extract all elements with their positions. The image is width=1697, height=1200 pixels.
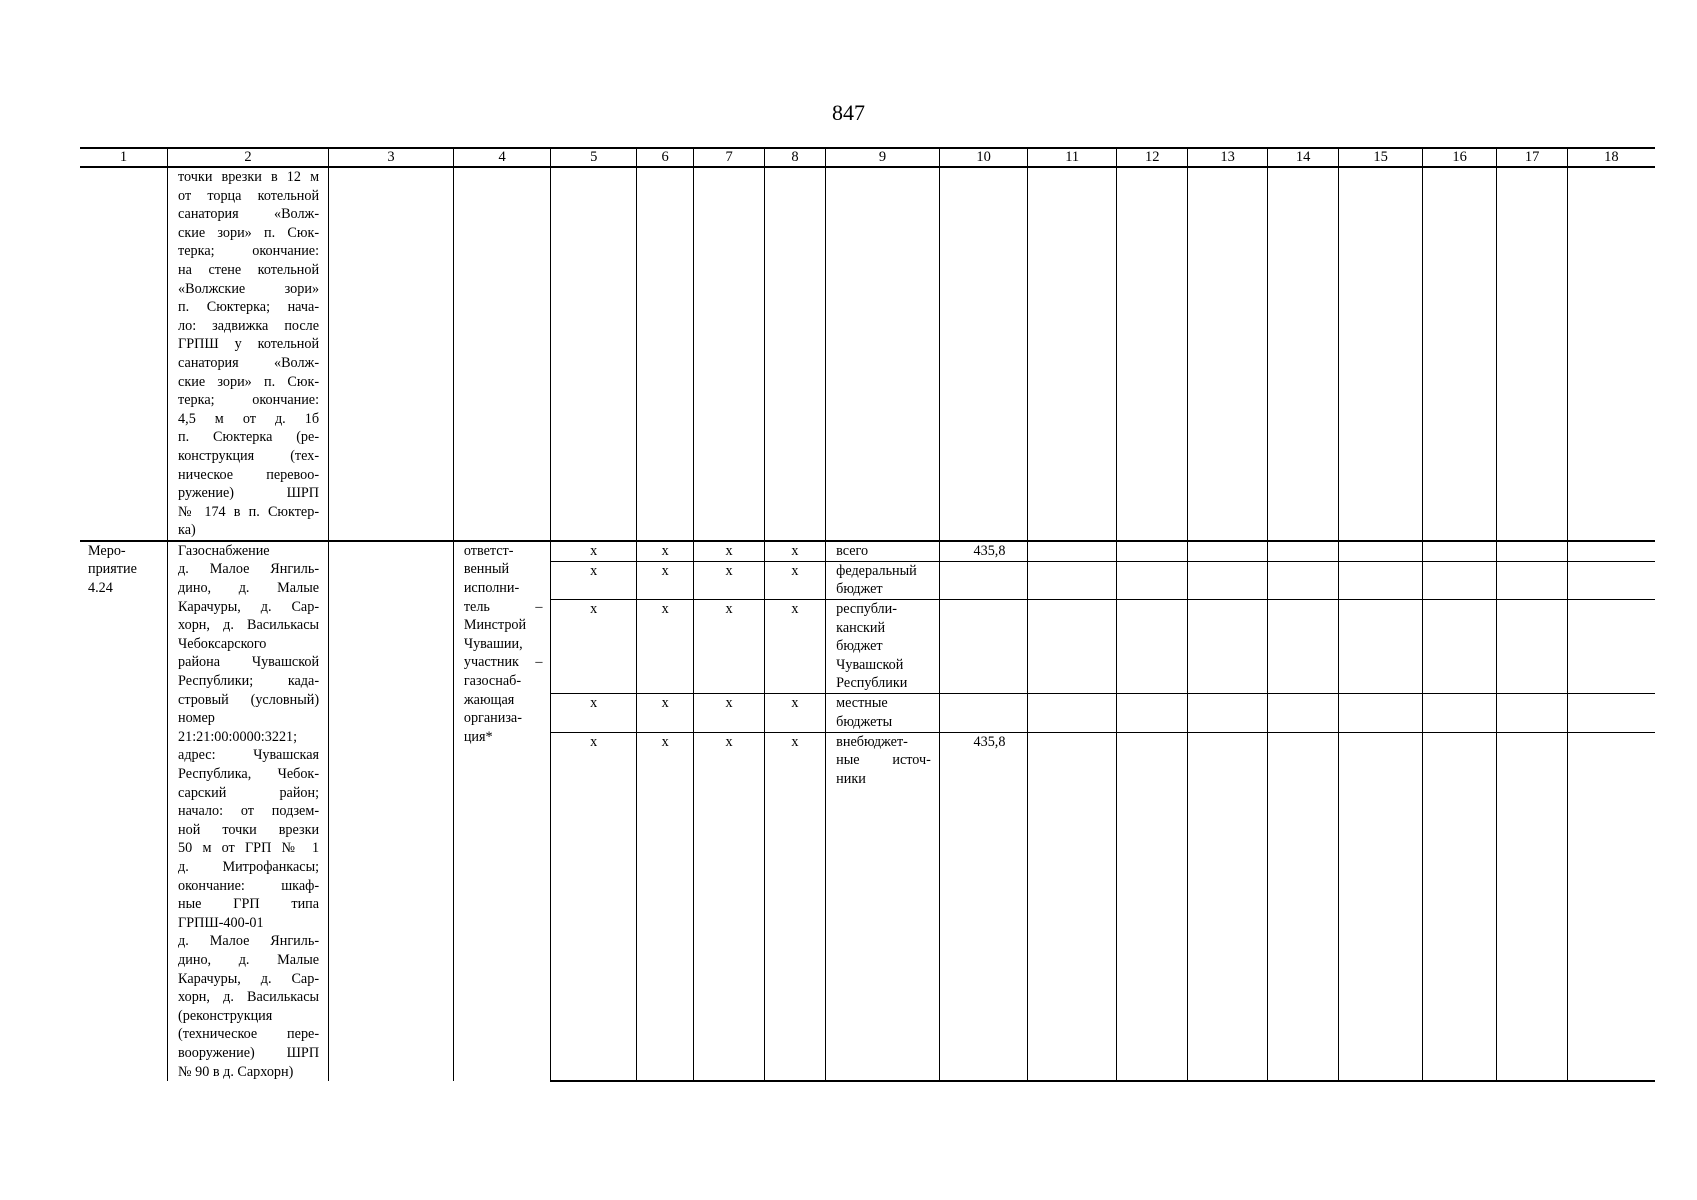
text-line: дино, д. Малые — [178, 580, 320, 597]
text-line: бюджет — [836, 638, 883, 655]
text-line: терка; окончание: — [178, 392, 320, 409]
text-line: от торца котельной — [178, 187, 320, 204]
text-line: хорн, д. Василькасы — [178, 989, 320, 1006]
text-line: санатория «Волж- — [178, 354, 320, 371]
text-line: ГРПШ у котельной — [178, 336, 320, 353]
text-line: точки врезки в 12 м — [178, 169, 320, 185]
cell — [329, 541, 454, 1081]
cell — [1116, 541, 1187, 561]
column-number-17: 17 — [1497, 148, 1567, 167]
text-line: венный — [463, 561, 510, 578]
column-number-12: 12 — [1116, 148, 1187, 167]
text-line: ГРПШ-400-01 — [178, 914, 264, 931]
code-cell: x — [694, 732, 764, 1081]
text-line: Карачуры, д. Сар- — [178, 970, 320, 987]
text-line: ские зори» п. Сюк- — [178, 224, 320, 241]
text-line: санатория «Волж- — [178, 206, 320, 223]
code-cell: x — [551, 561, 637, 599]
cell — [1267, 541, 1338, 561]
text-line: ружение) ШРП — [178, 485, 320, 502]
column-number-3: 3 — [329, 148, 454, 167]
code-cell: x — [636, 694, 693, 732]
text-line: 21:21:00:0000:3221; — [178, 728, 298, 745]
cell — [1497, 732, 1567, 1081]
text-line: тель – — [463, 598, 543, 615]
text-line: номер — [178, 710, 215, 727]
cell — [1267, 599, 1338, 693]
text-line: ция* — [463, 728, 493, 745]
text-line: на стене котельной — [178, 261, 320, 278]
text-line: всего — [836, 542, 869, 559]
cell — [1422, 541, 1496, 561]
measure-id — [80, 541, 168, 1081]
column-number-11: 11 — [1028, 148, 1117, 167]
cell — [1567, 732, 1655, 1081]
text-line: ответст- — [463, 542, 514, 559]
text-line: терка; окончание: — [178, 243, 320, 260]
continued-description — [168, 167, 329, 541]
text-line: Чувашии, — [463, 635, 523, 652]
code-cell: x — [551, 732, 637, 1081]
column-number-16: 16 — [1422, 148, 1496, 167]
code-cell: x — [636, 599, 693, 693]
code-cell: x — [694, 561, 764, 599]
text-line: ническое перевоо- — [178, 466, 320, 483]
code-cell: x — [764, 694, 825, 732]
text-line: № 174 в п. Сюктер- — [178, 503, 320, 520]
code-cell: x — [694, 694, 764, 732]
text-line: д. Митрофанкасы; — [178, 858, 320, 875]
text-line: д. Малое Янгиль- — [178, 933, 320, 950]
cell — [1028, 694, 1117, 732]
cell — [1422, 599, 1496, 693]
cell — [1188, 561, 1268, 599]
text-line: п. Сюктерка; нача- — [178, 299, 320, 316]
text-line: начало: от подзем- — [178, 803, 320, 820]
cell — [1339, 732, 1423, 1081]
column-number-10: 10 — [939, 148, 1028, 167]
funding-value — [939, 561, 1028, 599]
text-line: канский — [836, 619, 886, 636]
cell — [1339, 167, 1423, 541]
text-line: местные — [836, 695, 888, 712]
cell — [1422, 167, 1496, 541]
code-cell: x — [636, 541, 693, 561]
column-number-14: 14 — [1267, 148, 1338, 167]
cell — [1497, 167, 1567, 541]
text-line: ные источ- — [836, 752, 931, 769]
cell — [1497, 599, 1567, 693]
cell — [764, 167, 825, 541]
cell — [1422, 732, 1496, 1081]
column-number-5: 5 — [551, 148, 637, 167]
text-line: Карачуры, д. Сар- — [178, 598, 320, 615]
text-line: ной точки врезки — [178, 821, 320, 838]
cell — [1188, 167, 1268, 541]
text-line: Чувашской — [836, 656, 904, 673]
cell — [1339, 541, 1423, 561]
text-line: ка) — [178, 522, 196, 539]
code-cell: x — [551, 599, 637, 693]
code-cell: x — [694, 599, 764, 693]
cell — [1116, 167, 1187, 541]
code-cell: x — [551, 694, 637, 732]
text-line: республи- — [836, 600, 897, 617]
cell — [1188, 732, 1268, 1081]
text-line: бюджеты — [836, 713, 893, 730]
funding-value: 435,8 — [939, 732, 1028, 1081]
cell — [1116, 694, 1187, 732]
text-line: хорн, д. Василькасы — [178, 617, 320, 634]
text-line: организа- — [463, 710, 522, 727]
text-line: участник – — [463, 654, 543, 671]
column-number-13: 13 — [1188, 148, 1268, 167]
text-line: приятие — [88, 561, 137, 578]
cell — [636, 167, 693, 541]
text-line: ло: задвижка после — [178, 317, 320, 334]
text-line: внебюджет- — [836, 733, 908, 750]
column-number-9: 9 — [826, 148, 940, 167]
column-number-4: 4 — [453, 148, 551, 167]
cell — [1567, 599, 1655, 693]
cell — [1267, 167, 1338, 541]
cell — [1116, 732, 1187, 1081]
column-number-1: 1 — [80, 148, 168, 167]
text-line: 4,5 м от д. 1б — [178, 410, 320, 427]
text-line: «Волжские зори» — [178, 280, 320, 297]
cell — [1422, 561, 1496, 599]
text-line: ники — [836, 770, 866, 787]
funding-source — [826, 694, 940, 732]
text-line: ные ГРП типа — [178, 896, 320, 913]
text-line: № 90 в д. Сархорн) — [178, 1063, 294, 1080]
cell — [1567, 561, 1655, 599]
funding-value — [939, 694, 1028, 732]
cell — [1116, 599, 1187, 693]
cell — [1188, 694, 1268, 732]
cell — [1028, 599, 1117, 693]
cell — [1497, 541, 1567, 561]
text-line: адрес: Чувашская — [178, 747, 320, 764]
cell — [1567, 694, 1655, 732]
text-line: д. Малое Янгиль- — [178, 561, 320, 578]
continued-row — [80, 167, 1655, 541]
text-line: Газоснабжение — [178, 542, 270, 559]
cell — [80, 167, 168, 541]
text-line: 50 м от ГРП № 1 — [178, 840, 320, 857]
funding-source — [826, 561, 940, 599]
text-line: дино, д. Малые — [178, 951, 320, 968]
code-cell: x — [694, 541, 764, 561]
column-number-2: 2 — [168, 148, 329, 167]
cell — [1028, 167, 1117, 541]
cell — [1497, 694, 1567, 732]
funding-row — [80, 541, 1655, 561]
text-line: района Чувашской — [178, 654, 320, 671]
cell — [1339, 599, 1423, 693]
text-line: жающая — [463, 691, 515, 708]
text-line: окончание: шкаф- — [178, 877, 320, 894]
funding-source — [826, 541, 940, 561]
cell — [1339, 561, 1423, 599]
column-number-15: 15 — [1339, 148, 1423, 167]
text-line: (реконструкция — [178, 1007, 273, 1024]
cell — [329, 167, 454, 541]
text-line: федеральный — [836, 562, 917, 579]
cell — [1567, 167, 1655, 541]
funding-source — [826, 599, 940, 693]
measure-executor — [453, 541, 551, 1081]
cell — [1497, 561, 1567, 599]
cell — [551, 167, 637, 541]
column-number-6: 6 — [636, 148, 693, 167]
code-cell: x — [636, 561, 693, 599]
text-line: п. Сюктерка (ре- — [178, 429, 320, 446]
cell — [939, 167, 1028, 541]
cell — [1028, 732, 1117, 1081]
text-line: Республики — [836, 675, 908, 692]
page-number: 847 — [832, 100, 865, 125]
cell — [1267, 732, 1338, 1081]
text-line: вооружение) ШРП — [178, 1044, 320, 1061]
text-line: Минстрой — [463, 617, 527, 634]
cell — [1116, 561, 1187, 599]
column-number-row — [80, 148, 1655, 167]
funding-source — [826, 732, 940, 1081]
cell — [1188, 541, 1268, 561]
column-number-8: 8 — [764, 148, 825, 167]
text-line: (техническое пере- — [178, 1026, 320, 1043]
text-line: Республики; када- — [178, 673, 320, 690]
cell — [1567, 541, 1655, 561]
measure-description — [168, 541, 329, 1081]
code-cell: x — [551, 541, 637, 561]
text-line: конструкция (тех- — [178, 447, 320, 464]
code-cell: x — [764, 732, 825, 1081]
cell — [453, 167, 551, 541]
cell — [1339, 694, 1423, 732]
program-table — [80, 147, 1655, 1082]
code-cell: x — [636, 732, 693, 1081]
text-line: бюджет — [836, 581, 883, 598]
cell — [1028, 561, 1117, 599]
text-line: Меро- — [88, 542, 126, 559]
column-number-18: 18 — [1567, 148, 1655, 167]
cell — [826, 167, 940, 541]
cell — [1422, 694, 1496, 732]
text-line: 4.24 — [88, 580, 113, 597]
cell — [1267, 561, 1338, 599]
cell — [1267, 694, 1338, 732]
funding-value — [939, 599, 1028, 693]
text-line: сарский район; — [178, 784, 320, 801]
text-line: исполни- — [463, 580, 520, 597]
code-cell: x — [764, 541, 825, 561]
text-line: газоснаб- — [463, 673, 522, 690]
text-line: стровый (условный) — [178, 691, 320, 708]
column-number-7: 7 — [694, 148, 764, 167]
code-cell: x — [764, 561, 825, 599]
cell — [694, 167, 764, 541]
funding-value: 435,8 — [939, 541, 1028, 561]
text-line: ские зори» п. Сюк- — [178, 373, 320, 390]
cell — [1188, 599, 1268, 693]
code-cell: x — [764, 599, 825, 693]
text-line: Чебоксарского — [178, 635, 267, 652]
cell — [1028, 541, 1117, 561]
text-line: Республика, Чебок- — [178, 766, 320, 782]
